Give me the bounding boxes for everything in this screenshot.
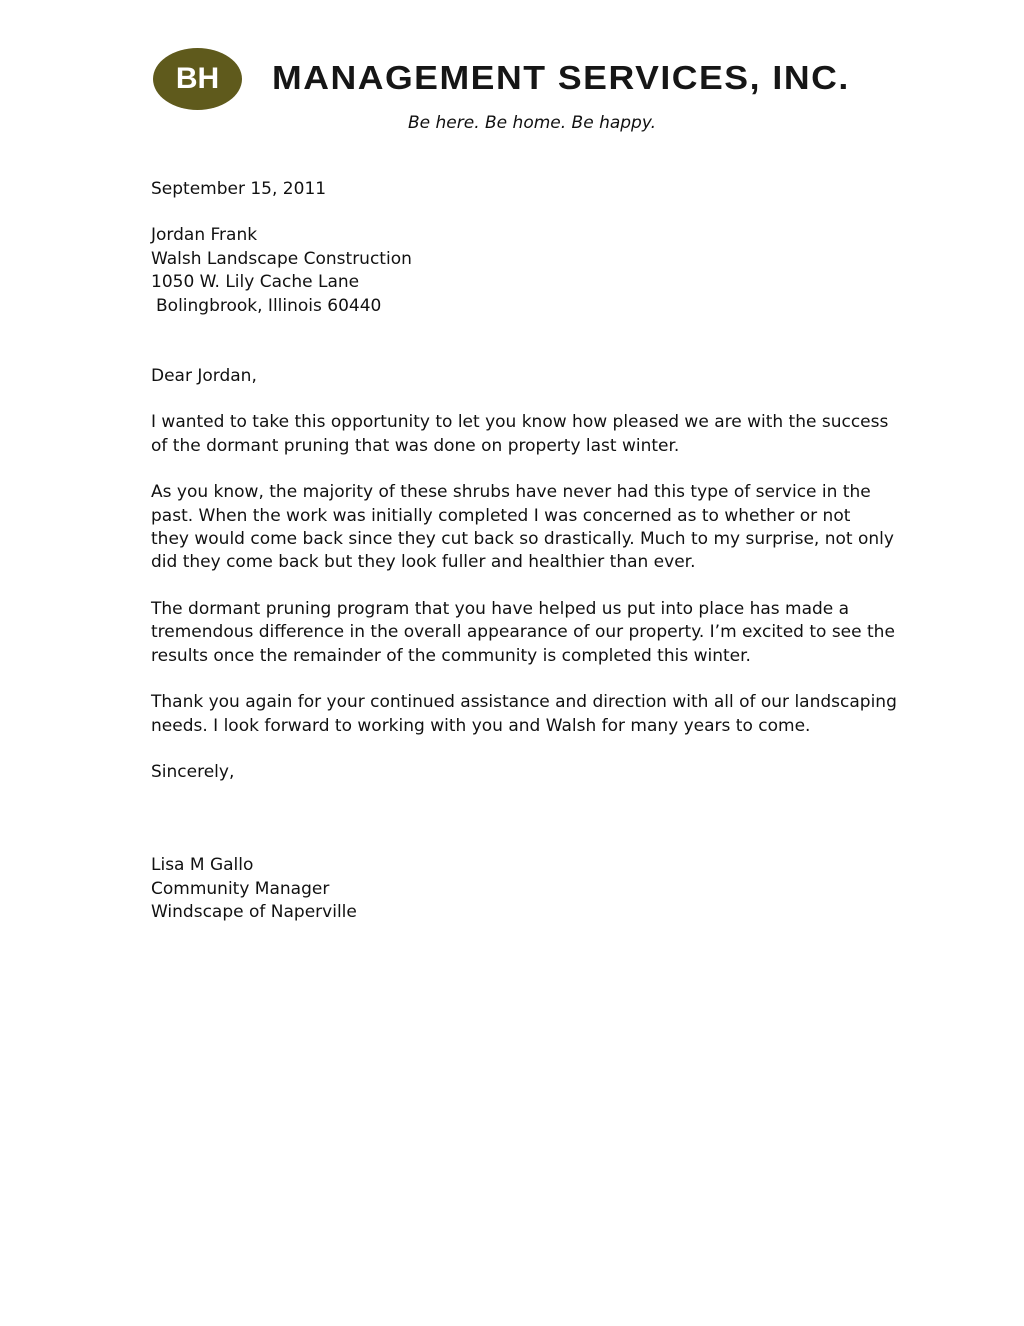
letter-date: September 15, 2011 (151, 179, 327, 199)
body-paragraph (151, 691, 897, 738)
body-paragraph (151, 598, 895, 668)
logo-initials: BH (175, 62, 220, 95)
signer-name: Lisa M Gallo (151, 855, 254, 876)
recipient-city-state-zip: Bolingbrook, Illinois 60440 (156, 295, 382, 316)
paragraph-line: results once the remainder of the community is completed this winter. (151, 645, 751, 666)
signer-organization: Windscape of Naperville (151, 902, 357, 923)
recipient-address (151, 224, 891, 318)
paragraph-line: needs. I look forward to working with you and Walsh for many years to come. (151, 715, 811, 736)
recipient-name: Jordan Frank (151, 225, 258, 246)
paragraph-line: Thank you again for your continued assistance and direction with all of our landscaping (151, 692, 897, 713)
salutation: Dear Jordan, (151, 366, 257, 387)
bh-logo (153, 48, 242, 110)
letterhead (0, 0, 1024, 150)
body-paragraph (151, 411, 891, 458)
paragraph-line: tremendous difference in the overall appearance of our property. I’m excited to see the (151, 622, 895, 643)
signature-block (151, 854, 891, 924)
paragraph-line: did they come back but they look fuller and healthier than ever. (151, 552, 696, 573)
signer-title: Community Manager (151, 878, 330, 899)
paragraph-line: past. When the work was initially completed I was concerned as to whether or not (151, 505, 851, 526)
paragraph-line: they would come back since they cut back so drastically. Much to my surprise, not only (151, 529, 894, 550)
paragraph-line: I wanted to take this opportunity to let you know how pleased we are with the success (151, 412, 889, 433)
recipient-street: 1050 W. Lily Cache Lane (151, 272, 360, 293)
paragraph-line: As you know, the majority of these shrubs have never had this type of service in the (151, 482, 871, 503)
recipient-company: Walsh Landscape Construction (151, 248, 412, 269)
paragraph-line: The dormant pruning program that you have helped us put into place has made a (151, 598, 850, 619)
tagline: Be here. Be home. Be happy. (408, 113, 656, 133)
letter-body (151, 178, 897, 925)
company-name: MANAGEMENT SERVICES, INC. (272, 59, 850, 96)
paragraph-line: of the dormant pruning that was done on property last winter. (151, 435, 680, 456)
body-paragraph (151, 481, 894, 575)
closing: Sincerely, (151, 761, 235, 782)
